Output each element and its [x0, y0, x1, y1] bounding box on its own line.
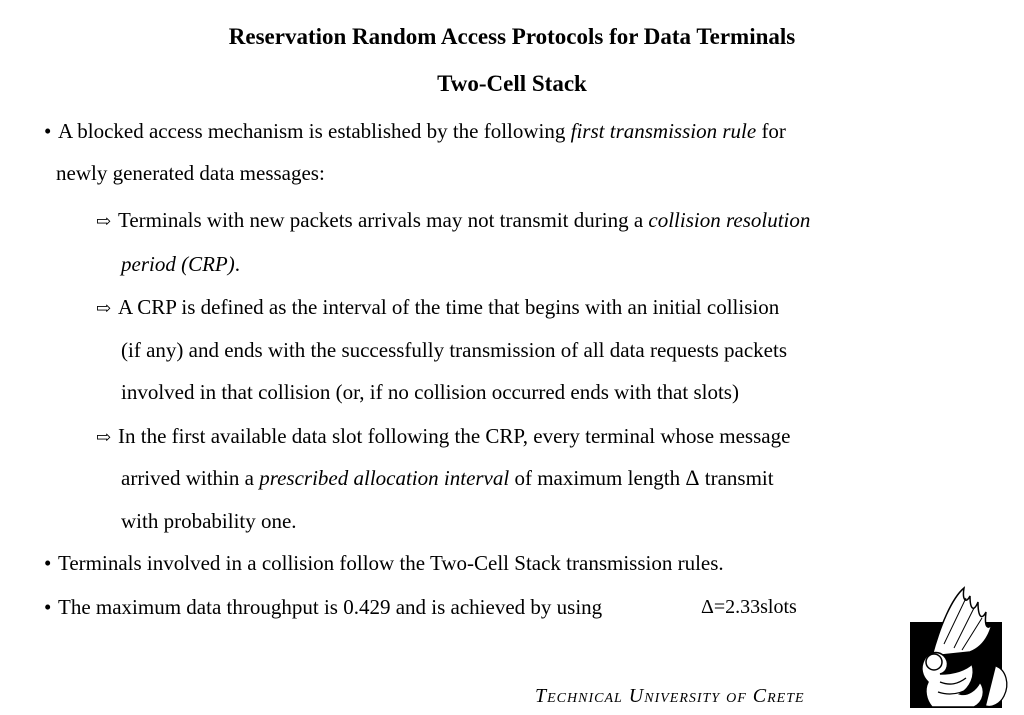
arrow-right-icon: ⇨	[96, 427, 112, 447]
text: Terminals with new packets arrivals may not transmit during a	[118, 208, 649, 232]
bullet-item-throughput	[44, 594, 602, 620]
delta-formula: Δ=2.33slots	[701, 596, 797, 618]
bullet-item-first-rule-cont: newly generated data messages:	[56, 161, 325, 185]
bullet-marker: •	[44, 119, 52, 143]
sub-bullet-crp-rule-cont	[121, 251, 240, 277]
slide-title: Reservation Random Access Protocols for Data Terminals	[228, 24, 796, 49]
slide-subtitle: Two-Cell Stack	[437, 71, 587, 96]
emphasis: period (CRP)	[121, 252, 235, 276]
bullet-marker: •	[44, 595, 52, 619]
emphasis: prescribed allocation interval	[259, 466, 510, 490]
bullet-item-two-cell	[44, 550, 724, 576]
sub-bullet-allocation	[96, 423, 790, 450]
university-name: Technical University of Crete	[535, 685, 805, 707]
text: transmit	[699, 466, 774, 490]
bullet-item-first-rule	[44, 118, 786, 144]
text: The maximum data throughput is 0.429 and is achieved by using	[58, 595, 603, 619]
sub-bullet-allocation-cont: with probability one.	[121, 509, 297, 533]
text: A CRP is defined as the interval of the time that begins with an initial collision	[118, 295, 780, 319]
emphasis: collision resolution	[648, 208, 811, 232]
text: of maximum length	[509, 466, 686, 490]
text: In the first available data slot following the CRP, every terminal whose message	[118, 424, 791, 448]
sub-bullet-crp-definition-cont: involved in that collision (or, if no collision occurred ends with that slots)	[121, 380, 739, 404]
arrow-right-icon: ⇨	[96, 298, 112, 318]
text: arrived within a	[121, 466, 260, 490]
text: for	[756, 119, 786, 143]
sub-bullet-crp-definition	[96, 294, 779, 321]
university-seal-icon	[910, 586, 1018, 710]
text: .	[234, 252, 240, 276]
text: A blocked access mechanism is established by the following	[58, 119, 571, 143]
sub-bullet-crp-definition-cont: (if any) and ends with the successfully transmission of all data requests packets	[121, 338, 787, 362]
bullet-marker: •	[44, 551, 52, 575]
arrow-right-icon: ⇨	[96, 211, 112, 231]
emphasis: first transmission rule	[570, 119, 757, 143]
sub-bullet-crp-rule	[96, 207, 810, 234]
delta-symbol: Δ	[685, 465, 700, 490]
text: Terminals involved in a collision follow the Two-Cell Stack transmission rules.	[58, 551, 724, 575]
sub-bullet-allocation-cont	[121, 465, 774, 491]
